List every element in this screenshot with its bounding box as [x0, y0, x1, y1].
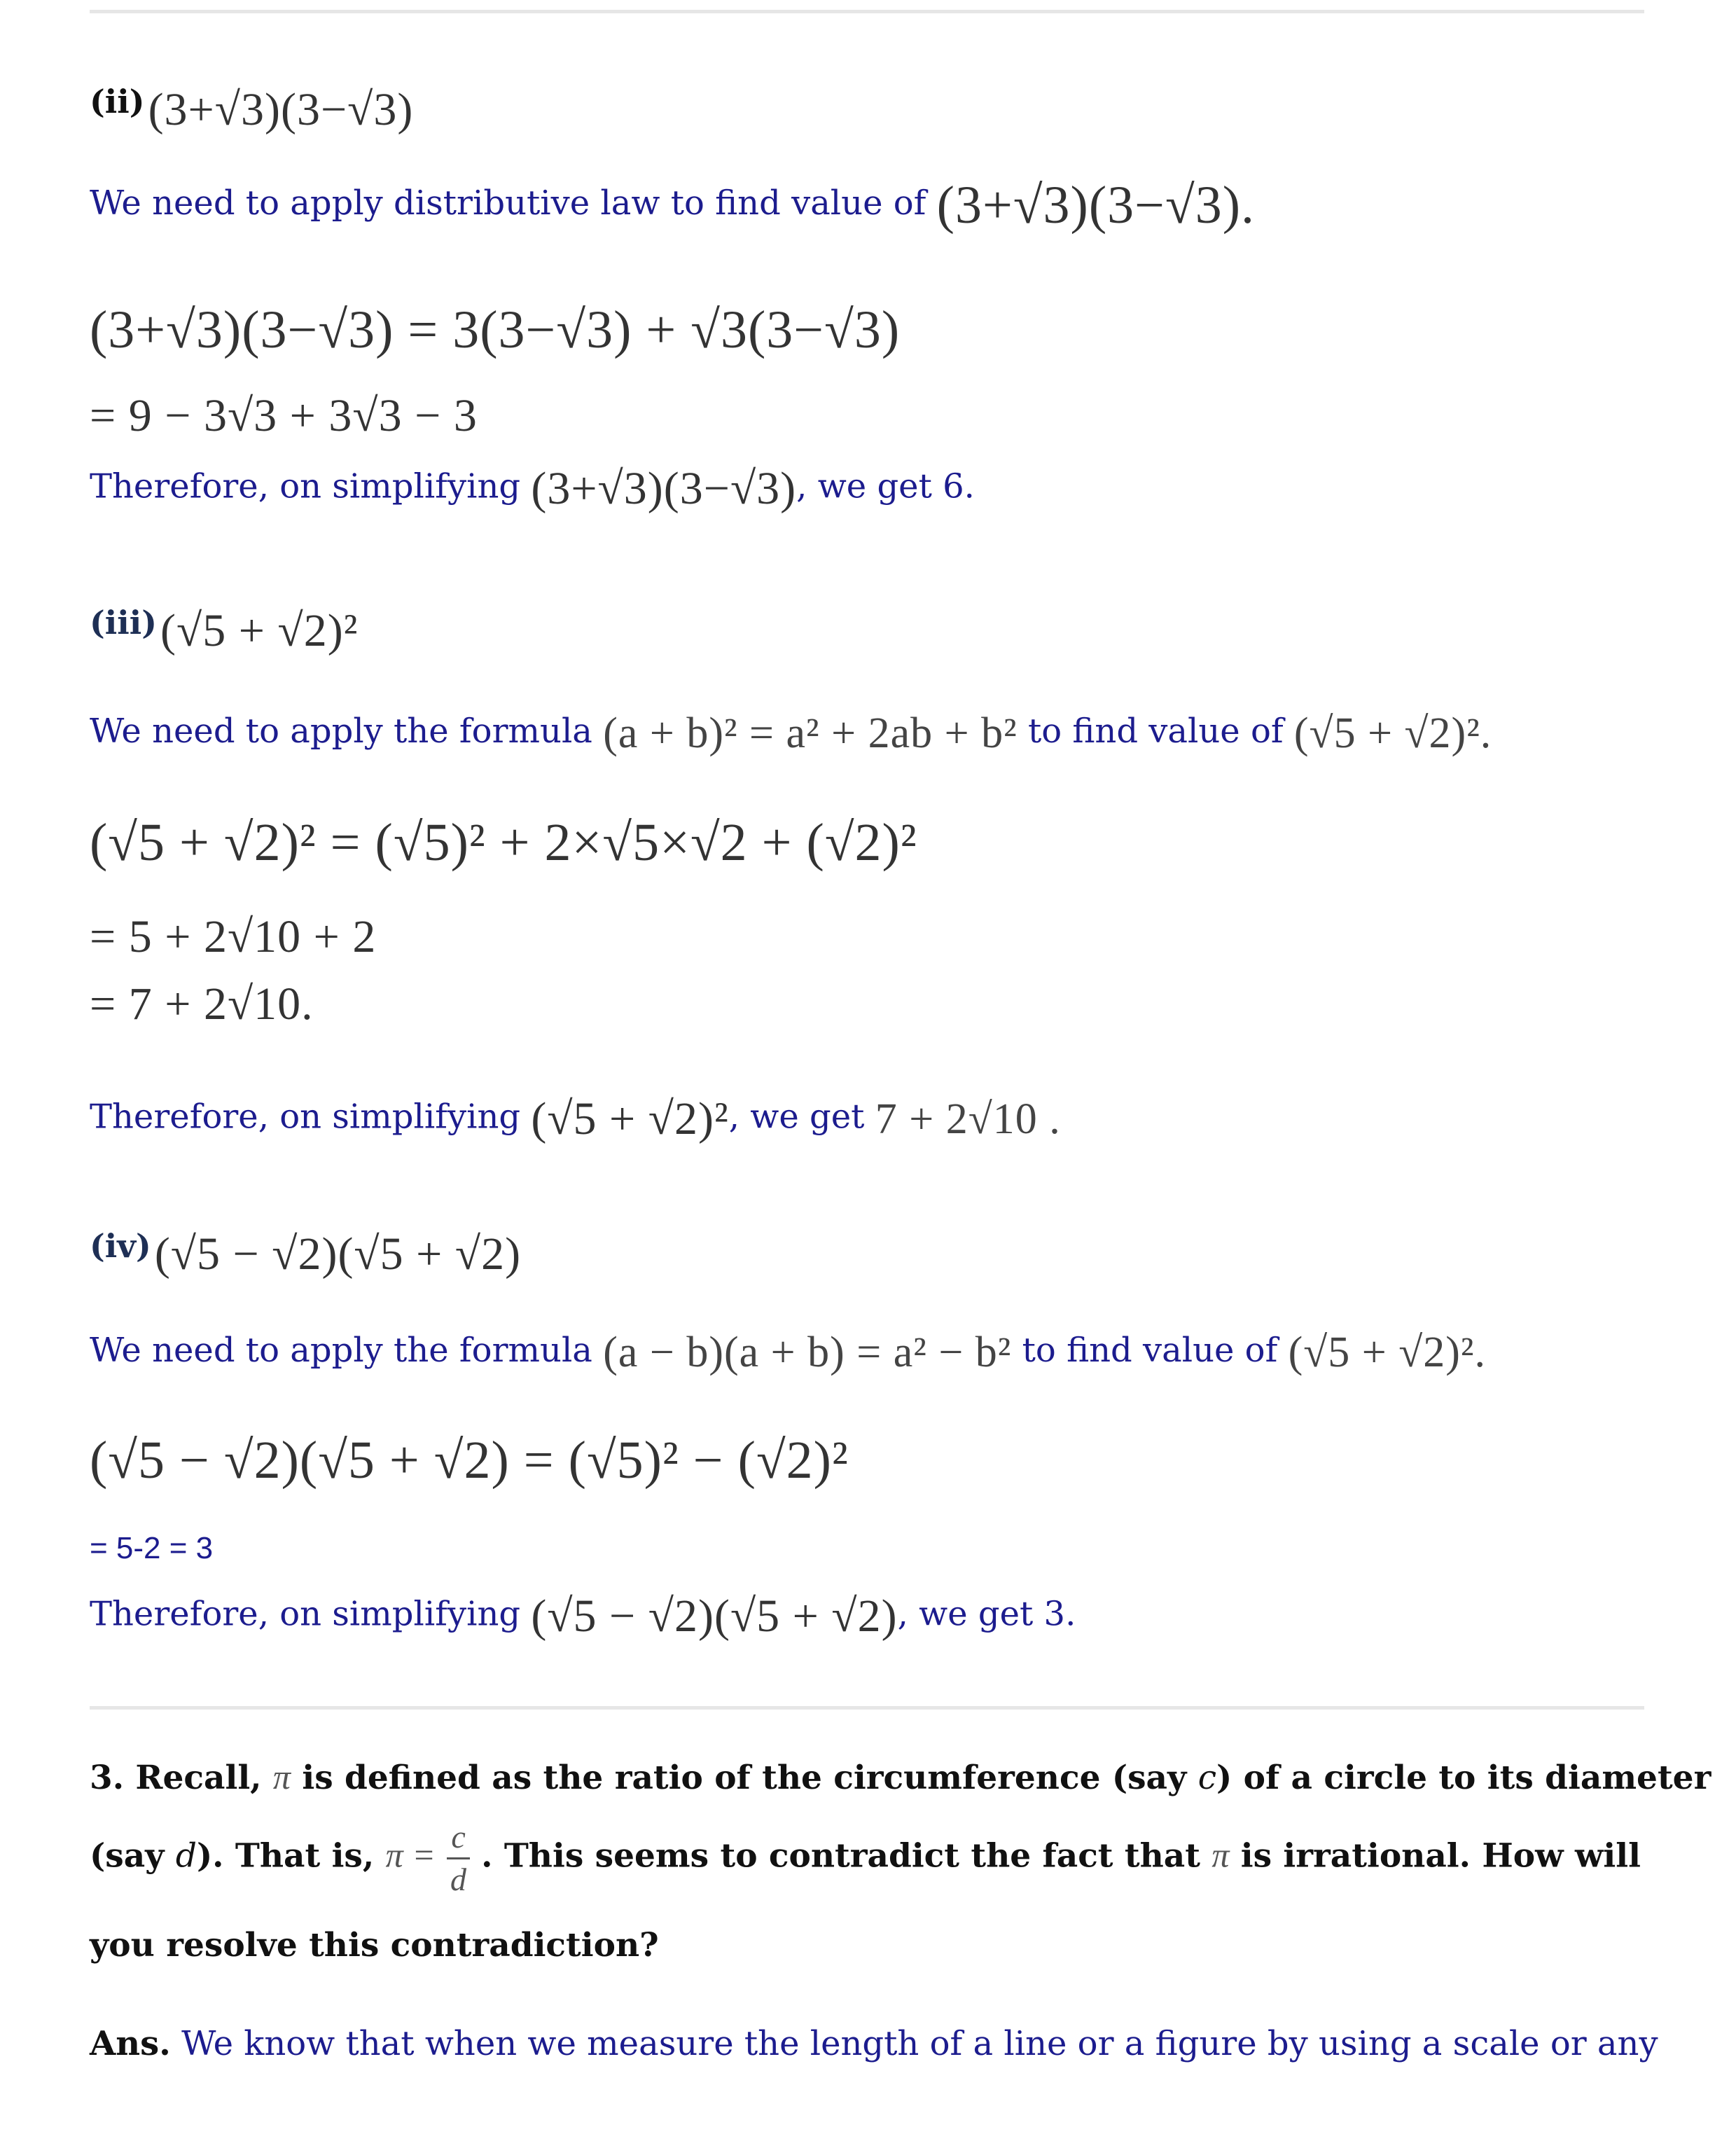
part-iii-result-value: 7 + 2√10 . [875, 1095, 1061, 1143]
answer-label: Ans. [90, 2024, 171, 2063]
part-ii-result-expr: (3+√3)(3−√3) [531, 463, 797, 514]
variable-c: c [1197, 1759, 1217, 1797]
part-iv-formula: (a − b)(a + b) = a² − b² [603, 1329, 1012, 1376]
part-iv-expression: (√5 − √2)(√5 + √2) [154, 1228, 522, 1280]
question-3-line-1: 3. Recall, π is defined as the ratio of the circumference (say c) of a circle to its diameter [90, 1757, 1711, 1797]
part-iv-instruction: We need to apply the formula (a − b)(a + b) = a² − b² to find value of (√5 + √2)². [90, 1329, 1486, 1376]
part-iii-instruction: We need to apply the formula (a + b)² = a² + 2ab + b² to find value of (√5 + √2)². [90, 709, 1492, 757]
part-iii-work-line-2: = 5 + 2√10 + 2 [90, 911, 377, 962]
part-iv-heading [90, 1227, 521, 1281]
part-iv-work-line-2: = 5-2 = 3 [90, 1531, 214, 1565]
part-iii-formula: (a + b)² = a² + 2ab + b² [603, 709, 1018, 757]
part-iii-label: (iii) [90, 604, 157, 642]
top-divider [90, 10, 1644, 13]
question-3-line-3: you resolve this contradiction? [90, 1926, 659, 1965]
part-iii-result: Therefore, on simplifying (√5 + √2)², we get 7 + 2√10 . [90, 1093, 1061, 1144]
answer-line [90, 2024, 1658, 2063]
part-ii-instruction-expr: (3+√3)(3−√3). [936, 176, 1256, 235]
part-iv-work-line-1: (√5 − √2)(√5 + √2) = (√5)² − (√2)² [90, 1431, 849, 1490]
part-ii-instruction-text: We need to apply distributive law to find value of [90, 183, 926, 223]
part-iv-instruction-expr: (√5 + √2)². [1288, 1329, 1486, 1376]
question-3-line-2: (say d). That is, π = $\frac{c}{d}$ . This seems to contradict the fact that π is irrational. How will [90, 1819, 1641, 1897]
part-iii-result-expr: (√5 + √2)² [531, 1093, 729, 1144]
answer-text: We know that when we measure the length of a line or a figure by using a scale or any [181, 2024, 1658, 2063]
pi-equals: π = [385, 1835, 436, 1875]
part-iii-heading [90, 604, 358, 658]
part-ii-heading [90, 83, 413, 137]
part-iv-result: Therefore, on simplifying (√5 − √2)(√5 + √2), we get 3. [90, 1591, 1076, 1642]
part-ii-result: Therefore, on simplifying (3+√3)(3−√3), we get 6. [90, 463, 975, 514]
pi-symbol: π [272, 1757, 291, 1796]
part-ii-instruction [90, 175, 1255, 236]
part-iv-label: (iv) [90, 1227, 151, 1265]
part-iii-work-line-3: = 7 + 2√10. [90, 978, 314, 1030]
part-iii-expression: (√5 + √2)² [160, 604, 359, 656]
part-ii-expression: (3+√3)(3−√3) [148, 83, 414, 135]
section-divider [90, 1706, 1644, 1710]
part-ii-work-line-1: (3+√3)(3−√3) = 3(3−√3) + √3(3−√3) [90, 300, 901, 359]
c-over-d-fraction: $\frac{c}{d}$ [447, 1821, 469, 1896]
pi-symbol-2: π [1211, 1835, 1230, 1875]
part-iii-instruction-expr: (√5 + √2)². [1293, 709, 1492, 757]
part-iii-work-line-1: (√5 + √2)² = (√5)² + 2×√5×√2 + (√2)² [90, 813, 917, 872]
part-ii-work-line-2: = 9 − 3√3 + 3√3 − 3 [90, 390, 478, 441]
variable-d: d [175, 1836, 197, 1876]
part-ii-label: (ii) [90, 83, 145, 120]
part-iv-result-expr: (√5 − √2)(√5 + √2) [531, 1591, 898, 1642]
